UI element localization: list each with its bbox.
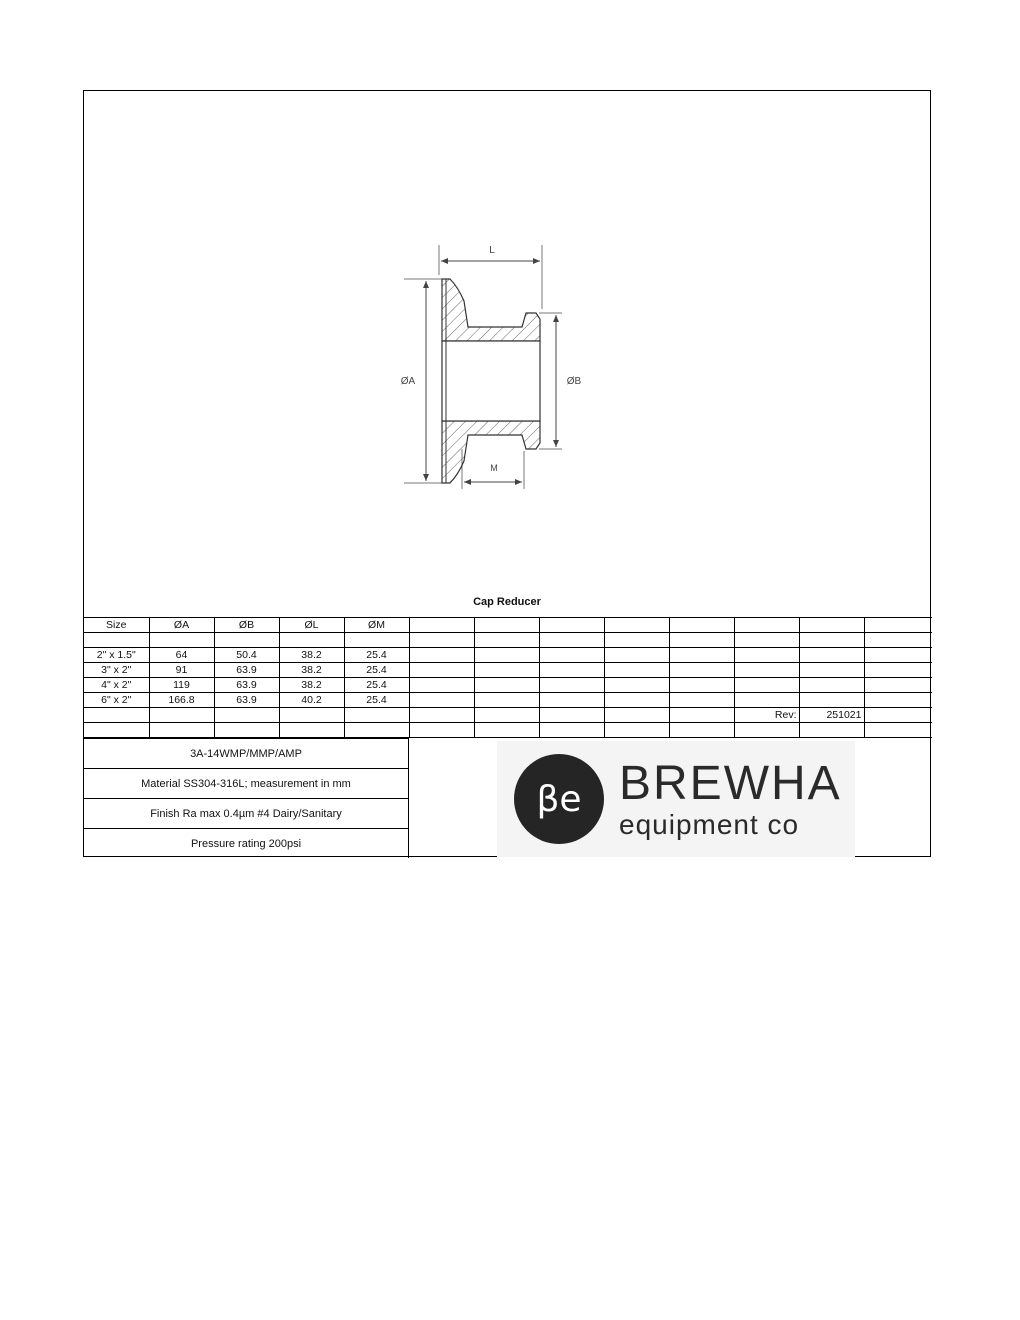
table-cell: 25.4 (344, 663, 409, 678)
table-cell: 63.9 (214, 693, 279, 708)
table-cell: 63.9 (214, 678, 279, 693)
table-cell: 38.2 (279, 648, 344, 663)
note-pressure: Pressure rating 200psi (84, 828, 409, 858)
table-cell: 166.8 (149, 693, 214, 708)
label-M: M (490, 463, 498, 473)
note-material: Material SS304-316L; measurement in mm (84, 768, 409, 798)
note-standard: 3A-14WMP/MMP/AMP (84, 738, 409, 768)
table-cell: 4" x 2" (84, 678, 149, 693)
rev-row (84, 708, 932, 723)
dimension-table (84, 617, 932, 738)
table-cell: 25.4 (344, 693, 409, 708)
logo-monogram: βe (536, 779, 582, 820)
drawing-sheet (83, 90, 931, 857)
table-cell: 50.4 (214, 648, 279, 663)
label-B: ØB (566, 376, 582, 387)
header-cell: ØM (344, 618, 409, 633)
table-cell: 64 (149, 648, 214, 663)
table-cell: 38.2 (279, 678, 344, 693)
table-cell: 2" x 1.5" (84, 648, 149, 663)
header-cell: Size (84, 618, 149, 633)
table-row (84, 648, 932, 663)
table-cell: 91 (149, 663, 214, 678)
label-L: L (489, 245, 495, 256)
table-cell: 40.2 (279, 693, 344, 708)
table-cell: 63.9 (214, 663, 279, 678)
cap-reducer-drawing (384, 231, 644, 491)
header-cell: ØL (279, 618, 344, 633)
note-finish: Finish Ra max 0.4µm #4 Dairy/Sanitary (84, 798, 409, 828)
logo-brand: BREWHA (619, 757, 842, 810)
rev-label: Rev: (734, 708, 799, 723)
table-cell: 38.2 (279, 663, 344, 678)
notes-block (84, 738, 409, 858)
table-row (84, 663, 932, 678)
table-cell: 119 (149, 678, 214, 693)
drawing-title: Cap Reducer (473, 596, 541, 608)
rev-value: 251021 (799, 708, 864, 723)
table-row (84, 693, 932, 708)
table-cell: 6" x 2" (84, 693, 149, 708)
label-A: ØA (400, 376, 416, 387)
brewha-logo (497, 741, 855, 857)
header-cell: ØB (214, 618, 279, 633)
header-row (84, 618, 932, 633)
table-cell: 3" x 2" (84, 663, 149, 678)
table-cell: 25.4 (344, 678, 409, 693)
table-row (84, 678, 932, 693)
logo-tagline: equipment co (619, 809, 800, 840)
table-cell: 25.4 (344, 648, 409, 663)
header-cell: ØA (149, 618, 214, 633)
